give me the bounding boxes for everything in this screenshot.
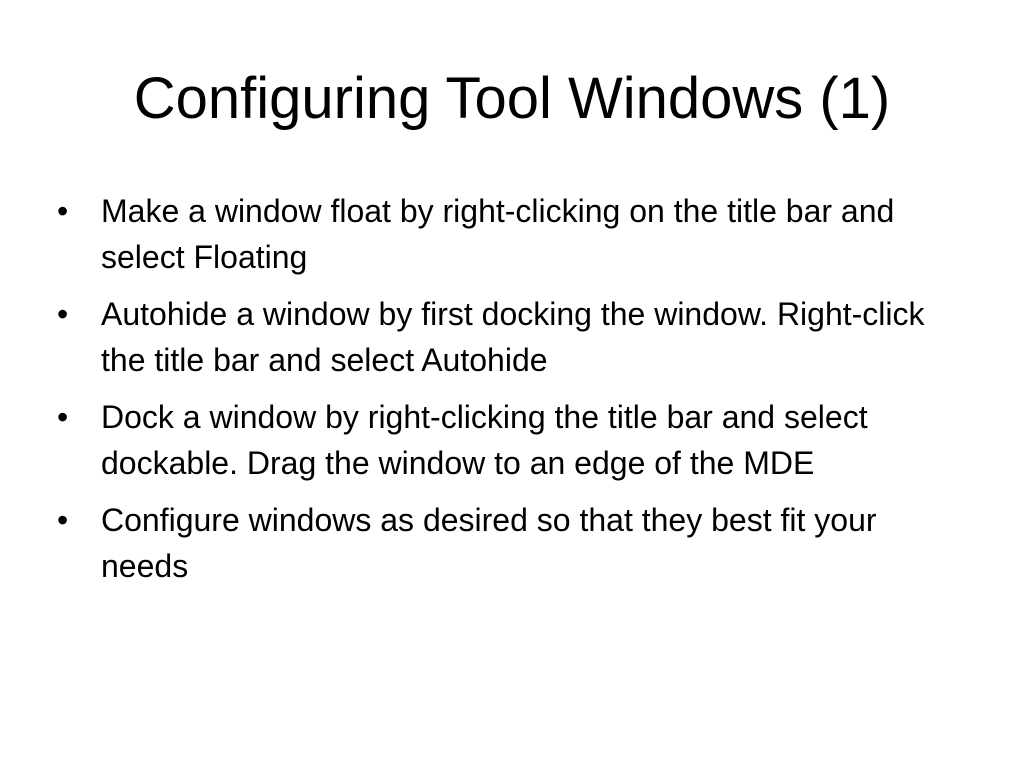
bullet-icon: •: [57, 399, 69, 435]
bullet-item: [57, 497, 957, 589]
bullet-icon: •: [57, 296, 69, 332]
bullet-item: [57, 291, 957, 383]
bullet-item: [57, 188, 957, 280]
bullet-text: Configure windows as desired so that they best fit your needs: [101, 502, 877, 584]
bullet-icon: •: [57, 193, 69, 229]
bullet-list: [57, 188, 957, 600]
bullet-text: Autohide a window by first docking the window. Right-click the title bar and select Autohide: [101, 296, 925, 378]
bullet-text: Dock a window by right-clicking the title bar and select dockable. Drag the window to an edge of the MDE: [101, 399, 868, 481]
bullet-icon: •: [57, 502, 69, 538]
slide-title: Configuring Tool Windows (1): [133, 66, 891, 131]
bullet-item: [57, 394, 957, 486]
bullet-text: Make a window float by right-clicking on the title bar and select Floating: [101, 193, 895, 275]
